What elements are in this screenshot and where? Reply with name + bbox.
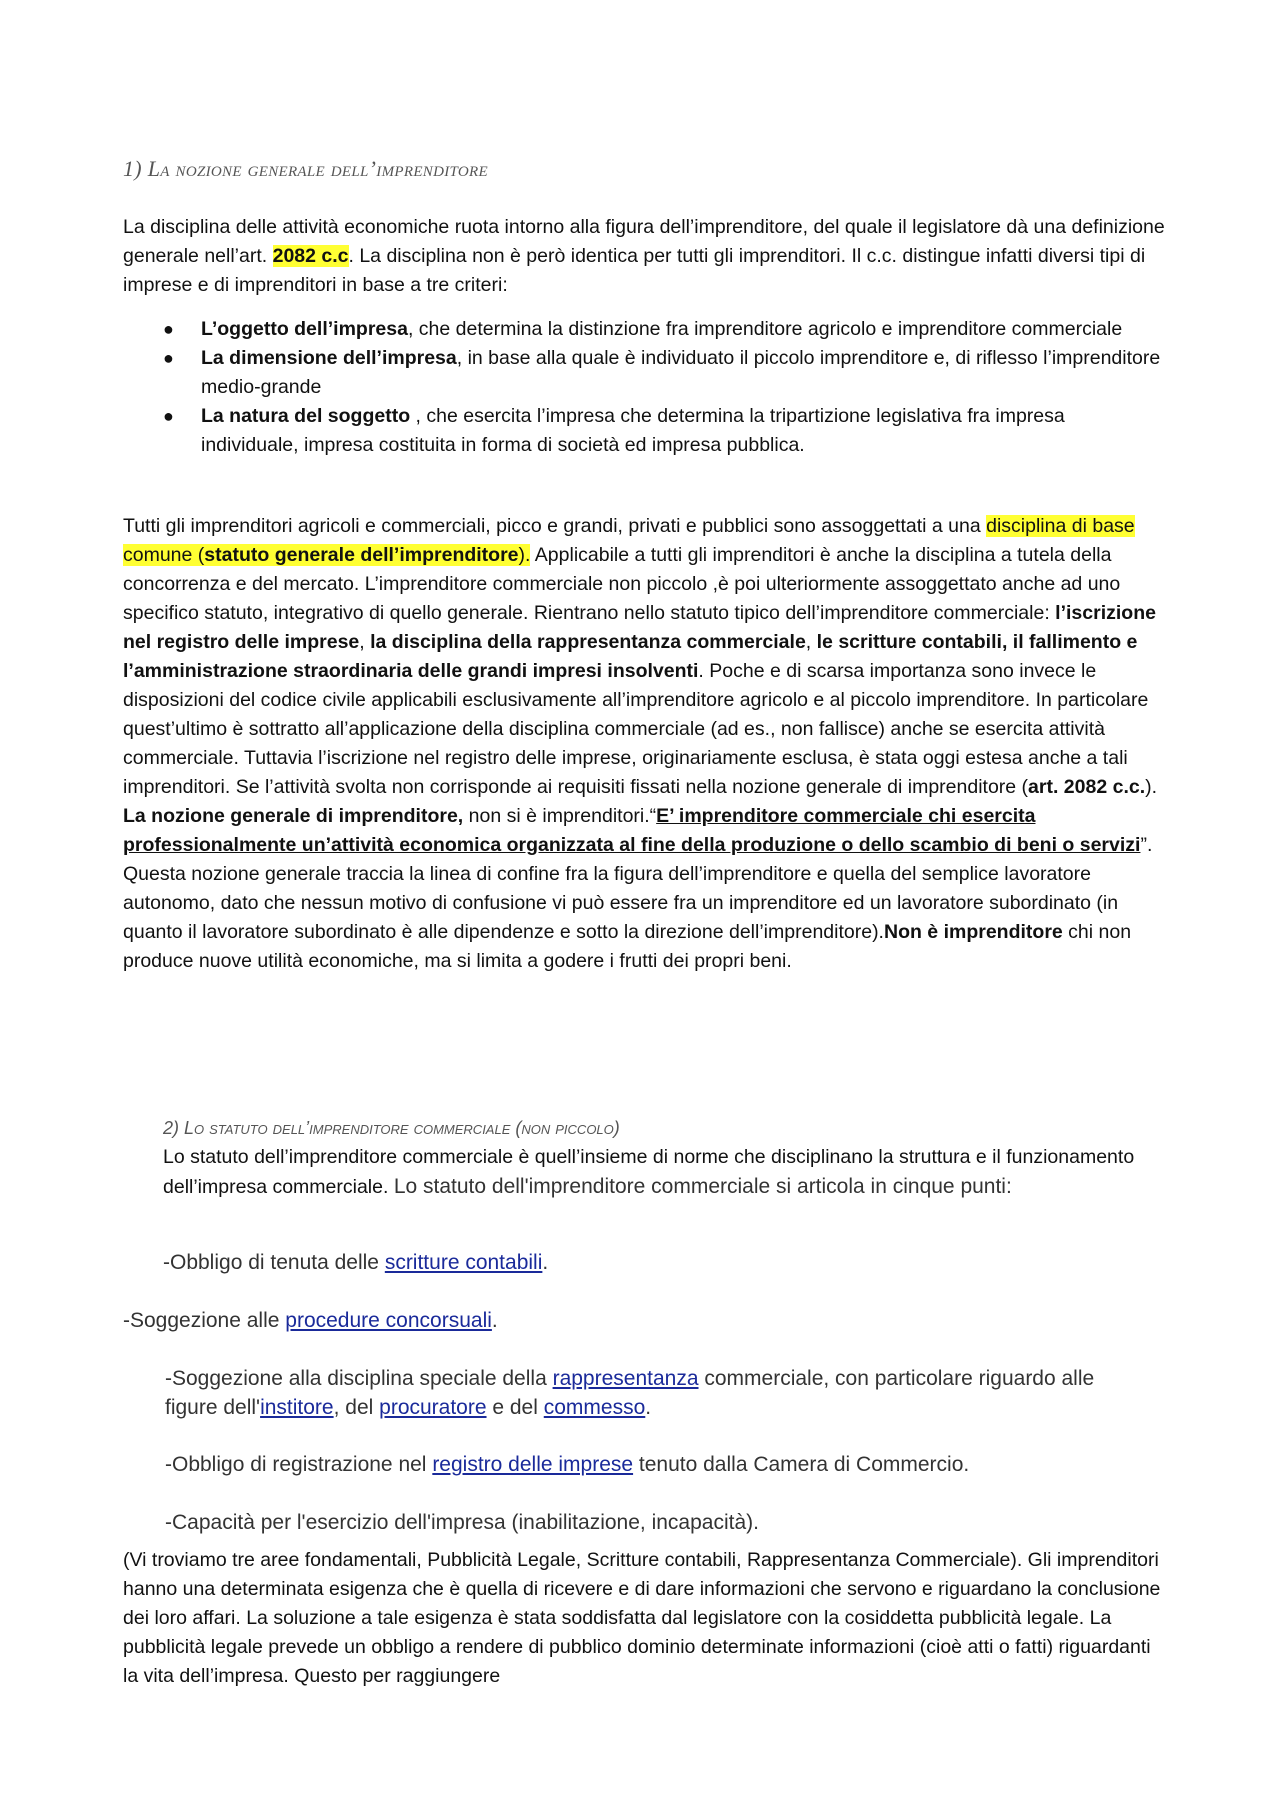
section-1-intro: La disciplina delle attività economiche ruota intorno alla figura dell’imprenditore, del quale il legislatore dà una definizione generale nell’art. 2082 c.c. La disciplina non è però identica per tutti gli imprenditori. Il c.c. distingue infatti diversi tipi di imprese e di imprenditori in base a tre criteri: bbox=[123, 216, 1165, 296]
definition-underlined: E’ imprenditore commerciale chi esercita professionalmente un’attività economica organizzata al fine della produzione o dello scambio di beni o servizi bbox=[123, 805, 1141, 856]
statute-point-5: -Capacità per l'esercizio dell'impresa (inabilitazione, incapacità). bbox=[165, 1511, 759, 1534]
section-2-body: (Vi troviamo tre aree fondamentali, Pubblicità Legale, Scritture contabili, Rappresentanza Commerciale). Gli imprenditori hanno una determinata esigenza che è quella di ricevere e di dare informazioni che servono e riguardano la conclusione dei loro affari. La soluzione a tale esigenza è stata soddisfatta dal legislatore con la cosiddetta pubblicità legale. La pubblicità legale prevede un obbligo a rendere di pubblico dominio determinate informazioni (cioè atti o fatti) riguardanti la vita dell’impresa. Questo per raggiungere bbox=[123, 1549, 1161, 1687]
section-1-title: 1) La nozione generale dell’imprenditore bbox=[123, 156, 488, 181]
link-scritture-contabili[interactable]: scritture contabili bbox=[384, 1251, 543, 1274]
bullet-icon: ● bbox=[163, 319, 174, 339]
link-procedure-concorsuali[interactable]: procedure concorsuali bbox=[285, 1309, 492, 1332]
section-1-body: Tutti gli imprenditori agricoli e commerciali, picco e grandi, privati e pubblici sono assoggettati a una disciplina di base comune (statuto generale dell’imprenditore). Applicabile a tutti gli imprenditori è anche la disciplina a tutela della concorrenza e del mercato. L’imprenditore commerciale non piccolo ,è poi ulteriormente assoggettato anche ad uno specifico statuto, integrativo di quello generale. Rientrano nello statuto tipico dell’imprenditore commerciale: l’iscrizione nel registro delle imprese, la disciplina della rappresentanza commerciale, le scritture contabili, il fallimento e l’amministrazione straordinaria delle grandi impresi insolventi. Poche e di scarsa importanza sono invece le disposizioni del codice civile applicabili esclusivamente all’imprenditore agricolo e al piccolo imprenditore. In particolare quest’ultimo è sottratto all’applicazione della disciplina commerciale (ad es., non fallisce) anche se esercita attività commerciale. Tuttavia l’iscrizione nel registro delle imprese, originariamente esclusa, è stata oggi estesa anche a tali imprenditori. Se l’attività svolta non corrisponde ai requisiti fissati nella nozione generale di imprenditore (art. 2082 c.c.). La nozione generale di imprenditore, non si è imprenditori.“E’ imprenditore commerciale chi esercita professionalmente un’attività economica organizzata al fine della produzione o dello scambio di beni o servizi”. Questa nozione generale traccia la linea di confine fra la figura dell’imprenditore e quella del semplice lavoratore autonomo, dato che nessun motivo di confusione vi può essere fra un imprenditore ed un lavoratore subordinato (in quanto il lavoratore subordinato è alle dipendenze e sotto la direzione dell’imprenditore).Non è imprenditore chi non produce nuove utilità economiche, ma si limita a godere i frutti dei propri beni. bbox=[123, 515, 1158, 972]
link-procuratore[interactable]: procuratore bbox=[379, 1396, 487, 1419]
link-institore[interactable]: institore bbox=[260, 1396, 334, 1419]
list-item: ● L’oggetto dell’impresa, che determina la distinzione fra imprenditore agricolo e imprenditore commerciale bbox=[123, 315, 1165, 344]
link-commesso[interactable]: commesso bbox=[543, 1396, 646, 1419]
statute-point-1: -Obbligo di tenuta delle scritture contabili. bbox=[163, 1251, 549, 1274]
bullet-icon: ● bbox=[163, 348, 174, 368]
list-item: ● La dimensione dell’impresa, in base alla quale è individuato il piccolo imprenditore e, di riflesso l’imprenditore medio-grande bbox=[123, 344, 1165, 402]
list-item: ● La natura del soggetto , che esercita l’impresa che determina la tripartizione legislativa fra impresa individuale, impresa costituita in forma di società ed impresa pubblica. bbox=[123, 402, 1165, 460]
link-rappresentanza[interactable]: rappresentanza bbox=[552, 1367, 699, 1390]
criteria-list bbox=[123, 315, 1165, 460]
statute-point-2: -Soggezione alle procedure concorsuali. bbox=[123, 1309, 498, 1332]
section-2-intro: Lo statuto dell’imprenditore commerciale è quell’insieme di norme che disciplinano la struttura e il funzionamento dell’impresa commerciale. Lo statuto dell'imprenditore commerciale si articola in cinque punti: bbox=[163, 1146, 1135, 1198]
statute-point-3: -Soggezione alla disciplina speciale della rappresentanza commerciale, con particolare riguardo alle figure dell'institore, del procuratore e del commesso. bbox=[165, 1367, 1095, 1419]
section-2-title: 2) Lo statuto dell’imprenditore commerciale (non piccolo) bbox=[163, 1118, 620, 1138]
link-registro-imprese[interactable]: registro delle imprese bbox=[432, 1453, 634, 1476]
highlight-common-discipline: disciplina di base comune (statuto generale dell’imprenditore). bbox=[123, 515, 1135, 566]
statute-point-4: -Obbligo di registrazione nel registro delle imprese tenuto dalla Camera di Commercio. bbox=[165, 1453, 970, 1476]
bullet-icon: ● bbox=[163, 406, 174, 426]
article-highlight: 2082 c.c bbox=[272, 245, 349, 267]
